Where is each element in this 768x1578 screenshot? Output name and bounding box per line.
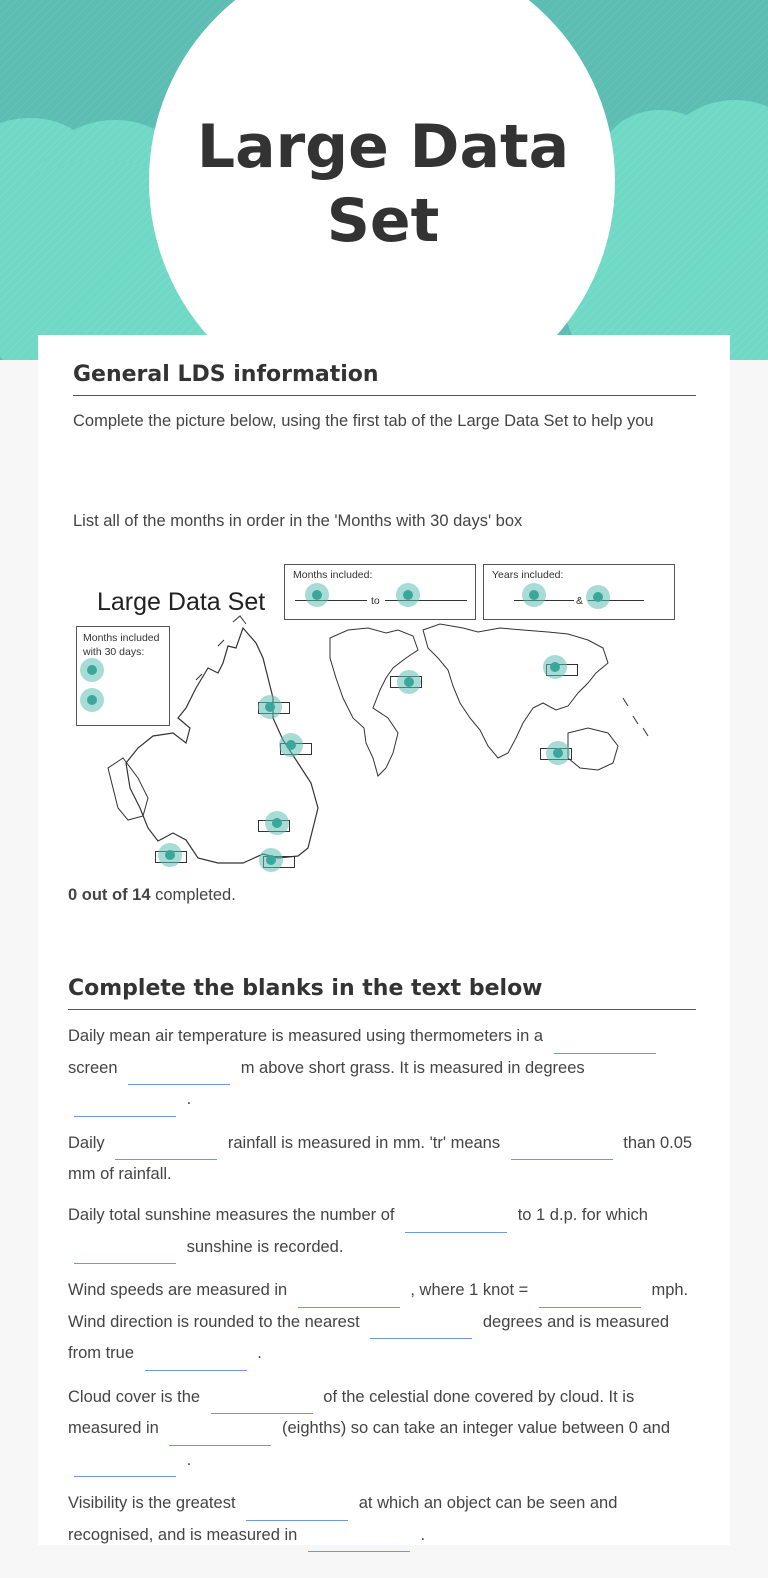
p5-text-b: of the celestial done covered by cloud. It is measured in xyxy=(68,1387,635,1437)
paragraph-temperature xyxy=(68,1022,696,1117)
p4-text-c: mph. Wind direction is rounded to the nearest xyxy=(68,1281,689,1331)
hotspot-year-to[interactable] xyxy=(586,585,610,609)
paragraph-visibility xyxy=(68,1489,696,1552)
p4-text-d: degrees and is measured from true xyxy=(68,1312,670,1362)
section-heading-general: General LDS information xyxy=(73,362,696,396)
world-map xyxy=(330,624,648,776)
months-30-label-line1: Months included xyxy=(83,632,160,644)
lds-diagram xyxy=(68,558,680,880)
page-title: Large Data Set xyxy=(196,112,570,256)
p5-text-c: (eighths) so can take an integer value between 0 and xyxy=(282,1419,671,1437)
p3-text-b: to 1 d.p. for which xyxy=(517,1206,648,1224)
p4-text-b: , where 1 knot = xyxy=(410,1281,529,1299)
progress-text xyxy=(68,882,236,908)
years-included-label: Years included: xyxy=(492,569,564,581)
ireland-outline xyxy=(108,758,148,820)
p2-text-b: rainfall is measured in mm. 'tr' means xyxy=(227,1133,501,1152)
hotspot-world-3[interactable] xyxy=(546,741,570,765)
paragraph-sunshine xyxy=(68,1201,696,1264)
blank-cloud-fraction[interactable] xyxy=(211,1389,313,1414)
hotspot-world-2[interactable] xyxy=(543,655,567,679)
and-label: & xyxy=(576,595,584,607)
hotspot-world-1[interactable] xyxy=(397,670,421,694)
blank-cloud-unit[interactable] xyxy=(169,1421,271,1446)
blank-wind-direction[interactable] xyxy=(370,1314,472,1339)
hotspot-uk-1[interactable] xyxy=(258,695,282,719)
hotspot-30-days-2[interactable] xyxy=(80,688,104,712)
months-30-label-line2: with 30 days: xyxy=(83,646,145,658)
hotspot-30-days-1[interactable] xyxy=(80,658,104,682)
blank-cloud-max[interactable] xyxy=(74,1452,176,1477)
p5-text-a: Cloud cover is the xyxy=(68,1387,201,1406)
p1-text-d: . xyxy=(186,1090,192,1108)
p1-text-a: Daily mean air temperature is measured using thermometers in a xyxy=(68,1027,544,1045)
to-label: to xyxy=(371,595,380,607)
p4-text-a: Wind speeds are measured in xyxy=(68,1281,288,1299)
p6-text-a: Visibility is the greatest xyxy=(68,1494,236,1512)
p6-text-c: . xyxy=(420,1525,426,1544)
header-banner xyxy=(0,0,768,360)
hotspot-month-to[interactable] xyxy=(396,583,420,607)
blanks-text xyxy=(68,1022,696,1564)
section-heading-blanks: Complete the blanks in the text below xyxy=(68,976,696,1010)
p4-text-e: . xyxy=(257,1344,262,1362)
months-included-label: Months included: xyxy=(293,569,373,581)
paragraph-rainfall xyxy=(68,1129,696,1190)
paragraph-wind xyxy=(68,1276,696,1371)
progress-count: 0 out of 14 xyxy=(68,886,151,904)
p3-text-c: sunshine is recorded. xyxy=(186,1237,344,1256)
blank-temperature-unit[interactable] xyxy=(74,1092,176,1117)
diagram-title: Large Data Set xyxy=(97,588,266,616)
blank-visibility-measure[interactable] xyxy=(246,1496,348,1521)
hotspot-month-from[interactable] xyxy=(305,583,329,607)
scotland-islands xyxy=(196,616,246,680)
blank-rainfall-type[interactable] xyxy=(115,1135,217,1160)
hotspot-uk-5[interactable] xyxy=(259,848,283,872)
p2-text-c: than 0.05 mm of rainfall. xyxy=(68,1133,693,1183)
p1-text-b: screen xyxy=(68,1058,118,1077)
p3-text-a: Daily total sunshine measures the number of xyxy=(68,1206,395,1224)
blank-wind-true[interactable] xyxy=(145,1346,247,1371)
blank-wind-unit[interactable] xyxy=(298,1283,400,1308)
blank-rainfall-tr[interactable] xyxy=(511,1135,613,1160)
p1-text-c: m above short grass. It is measured in degrees xyxy=(240,1058,585,1077)
blank-sunshine-unit[interactable] xyxy=(405,1208,507,1233)
p5-text-d: . xyxy=(186,1450,192,1469)
p2-text-a: Daily xyxy=(68,1133,105,1152)
paragraph-cloud xyxy=(68,1383,696,1478)
instruction-text: List all of the months in order in the 'Months with 30 days' box xyxy=(73,512,523,530)
p6-text-b: at which an object can be seen and recognised, and is measured in xyxy=(68,1494,618,1544)
blank-sunshine-type[interactable] xyxy=(74,1239,176,1264)
hotspot-uk-4[interactable] xyxy=(158,843,182,867)
blank-temperature-height[interactable] xyxy=(128,1060,230,1085)
hotspot-year-from[interactable] xyxy=(522,583,546,607)
progress-suffix: completed. xyxy=(150,886,236,904)
hotspot-uk-3[interactable] xyxy=(265,811,289,835)
blank-knot-mph[interactable] xyxy=(539,1283,641,1308)
blank-temperature-screen[interactable] xyxy=(554,1029,656,1054)
uk-map xyxy=(68,558,680,880)
intro-text: Complete the picture below, using the first tab of the Large Data Set to help you xyxy=(73,412,654,430)
hotspot-uk-2[interactable] xyxy=(279,733,303,757)
blank-visibility-unit[interactable] xyxy=(308,1527,410,1552)
